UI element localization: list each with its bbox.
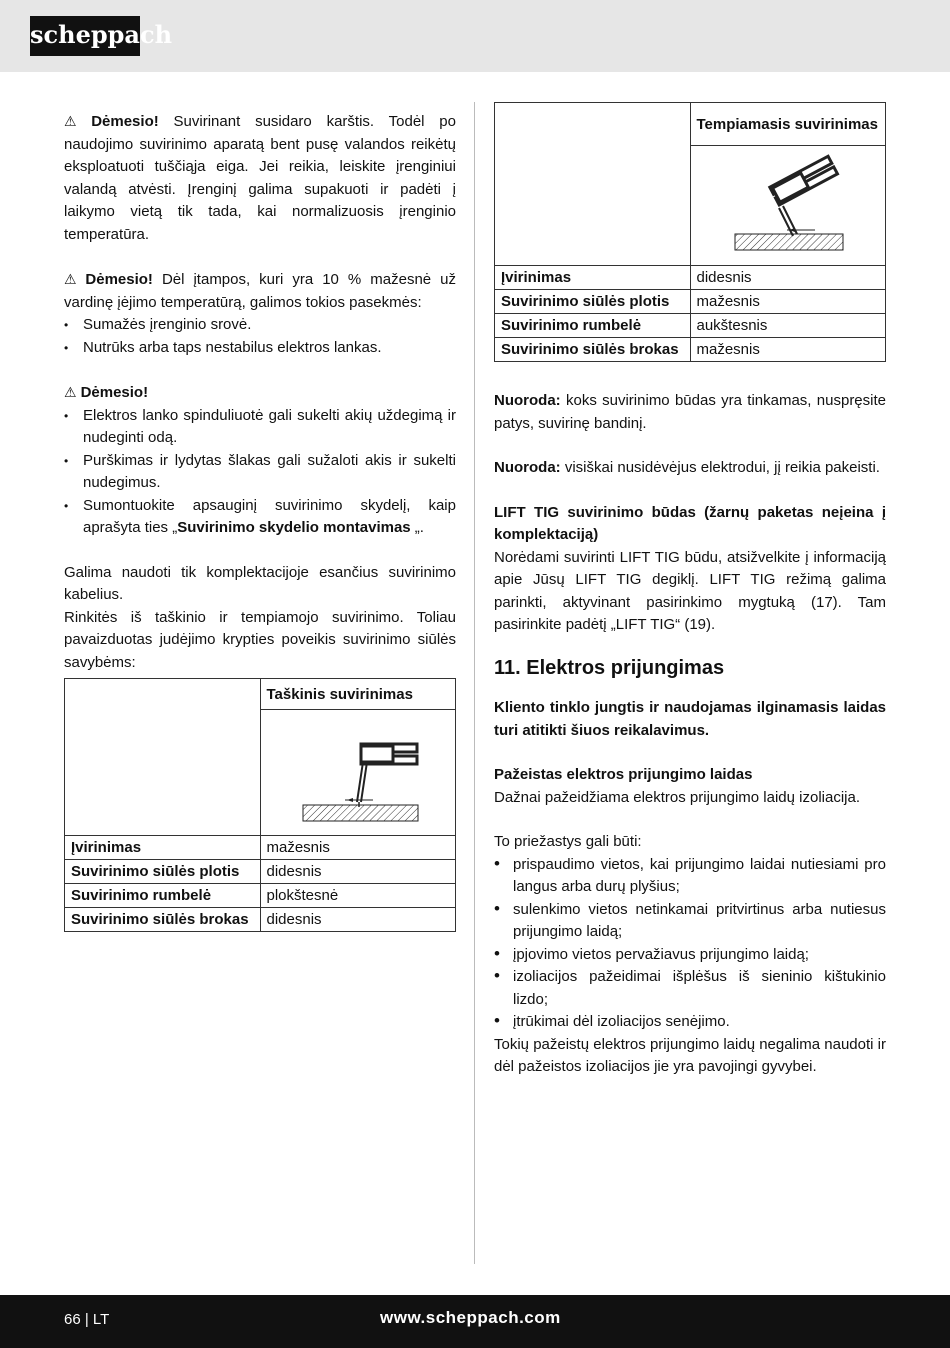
section-title: 11. Elektros prijungimas bbox=[494, 656, 725, 679]
list-item: • Sumontuokite apsauginį suvirinimo skydelį, kaip aprašyta ties „Suvirinimo skydelio montavimas „. bbox=[64, 495, 456, 540]
row-value: didesnis bbox=[260, 908, 456, 932]
drag-welding-diagram bbox=[691, 146, 893, 260]
damaged-cable-heading: Pažeistas elektros prijungimo laidas bbox=[494, 766, 753, 783]
page-number: 66 | LT bbox=[64, 1311, 110, 1328]
row-key: Įvirinimas bbox=[65, 836, 261, 860]
row-key: Suvirinimo siūlės plotis bbox=[65, 860, 261, 884]
footer-bar bbox=[0, 1295, 950, 1348]
row-value: mažesnis bbox=[690, 338, 886, 362]
row-value: didesnis bbox=[690, 266, 886, 290]
row-value: mažesnis bbox=[260, 836, 456, 860]
list-item: • Sumažės įrenginio srovė. bbox=[64, 314, 456, 337]
list-item: • prispaudimo vietos, kai prijungimo laidai nutiesiami pro langus arba durų plyšius; bbox=[494, 854, 886, 899]
choose-method-note: Rinkitės iš taškinio ir tempiamojo suvirinimo. Toliau pavaizduotas judėjimo krypties poveikis suvirinimo siūlės savybėms: bbox=[64, 608, 456, 671]
scheppach-logo: scheppach bbox=[30, 16, 140, 56]
spot-welding-table bbox=[64, 678, 456, 932]
note-method: Nuoroda: koks suvirinimo būdas yra tinkamas, nuspręsite patys, suvirinę bandinį. bbox=[494, 392, 886, 432]
list-item: • sulenkimo vietos netinkamai pritvirtinus arba nutiesus prijungimo laidą; bbox=[494, 899, 886, 944]
warning-voltage: ⚠ Dėmesio! Dėl įtampos, kuri yra 10 % mažesnė už vardinę įėjimo temperatūrą, galimos tokios pasekmės: bbox=[64, 271, 456, 311]
row-key: Suvirinimo siūlės brokas bbox=[65, 908, 261, 932]
closing-text: Tokių pažeistų elektros prijungimo laidų negalima naudoti ir dėl pažeistos izoliacijos jie yra pavojingi gyvybei. bbox=[494, 1035, 886, 1075]
row-value: didesnis bbox=[260, 860, 456, 884]
voltage-consequences-list bbox=[64, 314, 456, 359]
radiation-list bbox=[64, 405, 456, 540]
section-intro: Kliento tinklo jungtis ir naudojamas ilginamasis laidas turi atitikti šiuos reikalavimus. bbox=[494, 699, 886, 739]
list-item: • įtrūkimai dėl izoliacijos senėjimo. bbox=[494, 1011, 886, 1034]
warning-heat: ⚠ Dėmesio! Suvirinant susidaro karštis. Todėl po naudojimo suvirinimo aparatą bent pusę valandos reikėtų eksploatuoti tuščiąja eiga. Jei reikia, leiskite įrenginiui valandą atvėsti. Įrenginį galima supakuoti ir padėti į laikymo vietą tik tada, kai normalizuosis įrenginio temperatūra. bbox=[64, 113, 456, 243]
row-value: mažesnis bbox=[690, 290, 886, 314]
cables-note: Galima naudoti tik komplektacijoje esančius suvirinimo kabelius. bbox=[64, 563, 456, 603]
row-value: plokštesnė bbox=[260, 884, 456, 908]
column-divider bbox=[474, 102, 475, 1264]
table-header: Taškinis suvirinimas bbox=[260, 679, 456, 710]
warning-radiation: ⚠ Dėmesio! bbox=[64, 384, 149, 401]
row-value: aukštesnis bbox=[690, 314, 886, 338]
list-item: • įpjovimo vietos pervažiavus prijungimo laidą; bbox=[494, 944, 886, 967]
drag-welding-table bbox=[494, 102, 886, 362]
warning-triangle-icon: ⚠ bbox=[64, 271, 82, 287]
row-key: Suvirinimo rumbelė bbox=[65, 884, 261, 908]
warning-triangle-icon: ⚠ bbox=[64, 384, 77, 400]
lift-tig-text: Norėdami suvirinti LIFT TIG būdu, atsižvelkite į informaciją apie Jūsų LIFT TIG degiklį. LIFT TIG režimą galima parinkti, aktyvinant pasirinkimo mygtuką (17). Tam pasirinkite padėtį „LIFT TIG“ (19). bbox=[494, 548, 886, 633]
causes-intro: To priežastys gali būti: bbox=[494, 833, 642, 850]
list-item: • Elektros lanko spinduliuotė gali sukelti akių uždegimą ir nudeginti odą. bbox=[64, 405, 456, 450]
list-item: • Nutrūks arba taps nestabilus elektros lankas. bbox=[64, 337, 456, 360]
website-link[interactable]: www.scheppach.com bbox=[380, 1308, 561, 1327]
causes-list bbox=[494, 854, 886, 1034]
list-item: • Purškimas ir lydytas šlakas gali sužaloti akis ir sukelti nudegimus. bbox=[64, 450, 456, 495]
spot-welding-diagram bbox=[261, 710, 463, 830]
spot-welding-figure bbox=[260, 710, 456, 836]
row-key: Suvirinimo rumbelė bbox=[495, 314, 691, 338]
damaged-cable-text: Dažnai pažeidžiama elektros prijungimo laidų izoliacija. bbox=[494, 788, 861, 806]
lift-tig-heading: LIFT TIG suvirinimo būdas (žarnų paketas neįeina į komplektaciją) bbox=[494, 503, 886, 543]
header-bar bbox=[0, 0, 950, 72]
table-header: Tempiamasis suvirinimas bbox=[690, 103, 886, 146]
drag-welding-figure bbox=[690, 146, 886, 266]
row-key: Įvirinimas bbox=[495, 266, 691, 290]
left-column bbox=[64, 110, 456, 932]
row-key: Suvirinimo siūlės brokas bbox=[495, 338, 691, 362]
right-column bbox=[494, 102, 886, 1079]
list-item: • izoliacijos pažeidimai išplėšus iš sieninio kištukinio lizdo; bbox=[494, 966, 886, 1011]
warning-triangle-icon: ⚠ bbox=[64, 113, 88, 129]
note-electrode: Nuoroda: visiškai nusidėvėjus elektrodui, jį reikia pakeisti. bbox=[494, 459, 880, 476]
row-key: Suvirinimo siūlės plotis bbox=[495, 290, 691, 314]
